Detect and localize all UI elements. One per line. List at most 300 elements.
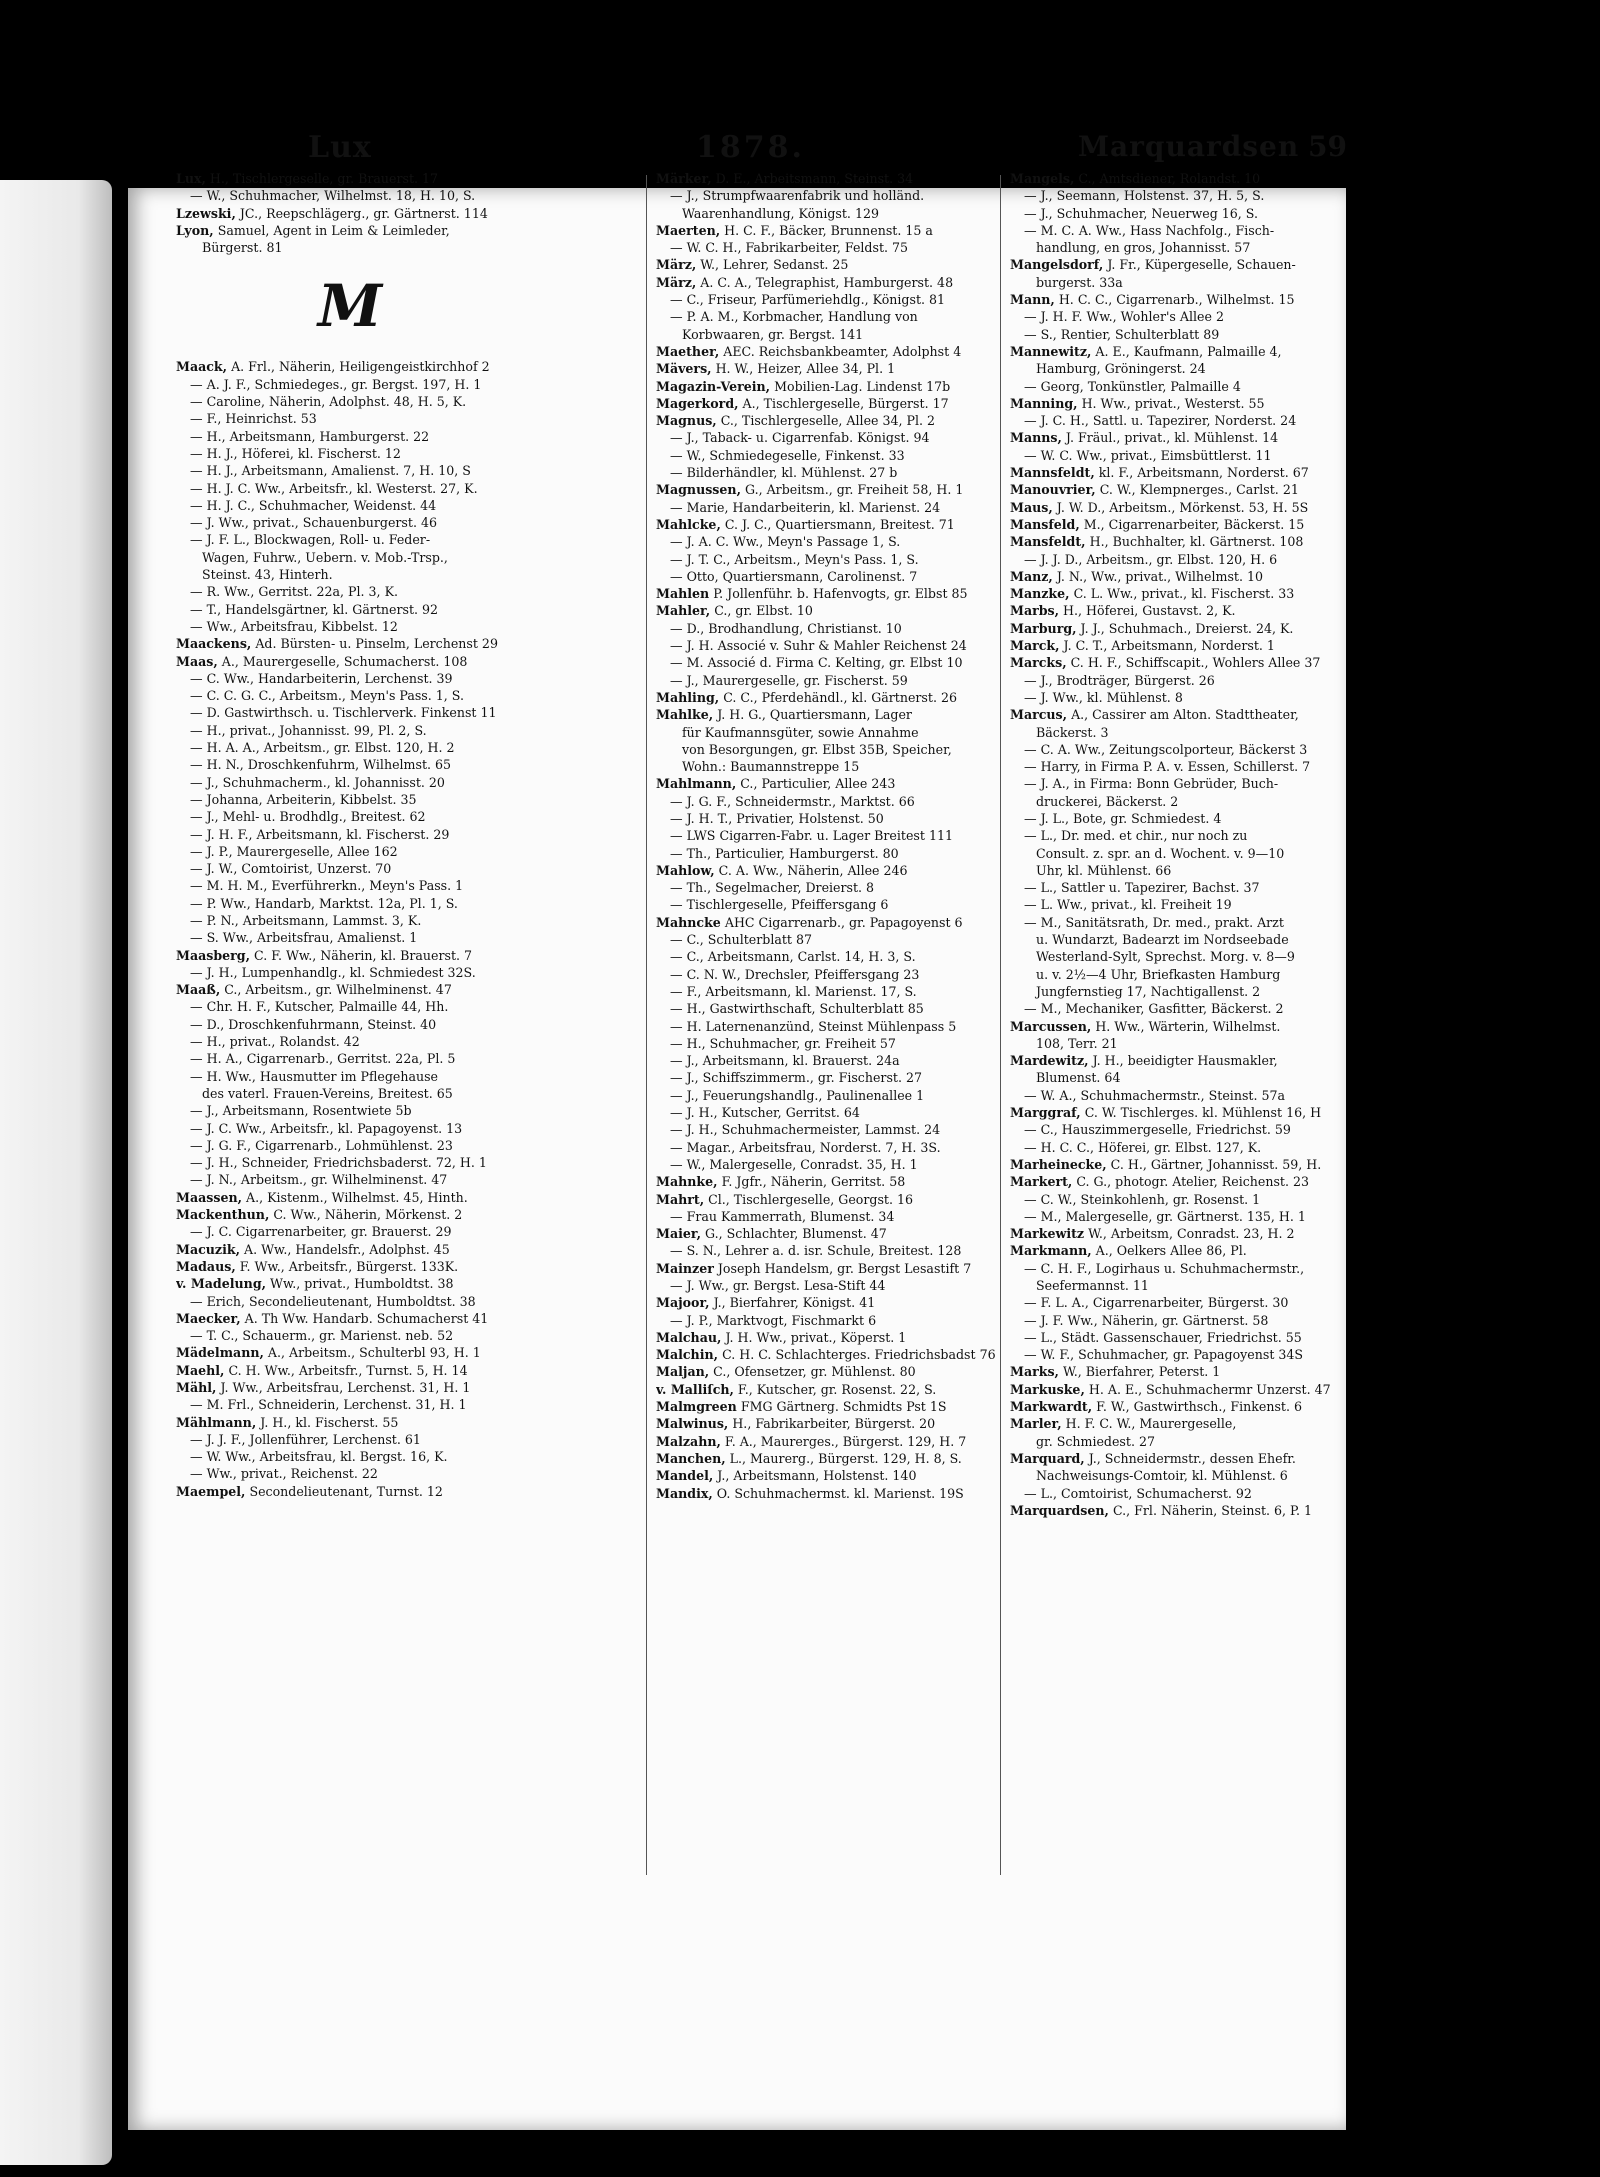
directory-entry — [1010, 827, 1358, 844]
entry-details: A. Frl., Näherin, Heiligengeistkirchhof 2 — [231, 359, 490, 375]
entry-details: H. C. F., Bäcker, Brunnenst. 15 a — [724, 222, 933, 238]
header-right-word: Marquardsen — [1078, 130, 1300, 163]
directory-entry — [176, 1120, 524, 1137]
entry-details: — M. Associé d. Firma C. Kelting, gr. Elbst 10 — [670, 655, 963, 671]
directory-entry — [176, 1189, 524, 1206]
entry-details: J. J., Schuhmach., Dreierst. 24, K. — [1080, 620, 1294, 636]
directory-entry — [656, 914, 1004, 931]
entry-surname: Marquard, — [1010, 1450, 1085, 1466]
entry-surname: Manchen, — [656, 1450, 726, 1466]
entry-surname: Marggraf, — [1010, 1105, 1081, 1121]
entry-surname: Maas, — [176, 653, 218, 669]
entry-details: D. E., Arbeitsmann, Steinst. 34 — [715, 171, 914, 186]
directory-entry — [176, 1258, 524, 1275]
directory-entry — [1010, 1069, 1358, 1086]
entry-details: J. H. G., Quartiersmann, Lager — [717, 707, 912, 723]
directory-entry — [656, 291, 1004, 308]
directory-entry — [176, 566, 524, 583]
entry-details: C., Ofensetzer, gr. Mühlenst. 80 — [713, 1364, 916, 1380]
directory-entry — [656, 862, 1004, 879]
directory-entry — [176, 722, 524, 739]
entry-details: L., Maurerg., Bürgerst. 129, H. 8, S. — [729, 1450, 962, 1466]
entry-details: JC., Reepschlägerg., gr. Gärtnerst. 114 — [239, 205, 488, 221]
directory-entry — [176, 1275, 524, 1292]
directory-entry — [656, 239, 1004, 256]
directory-entry — [656, 1121, 1004, 1138]
entry-details: C., gr. Elbst. 10 — [714, 603, 813, 619]
directory-entry — [656, 810, 1004, 827]
column-middle — [656, 170, 1004, 1885]
entry-details: P. Jollenführ. b. Hafenvogts, gr. Elbst 85 — [713, 586, 968, 602]
directory-entry — [1010, 654, 1358, 671]
entry-surname: Marcks, — [1010, 655, 1067, 671]
entry-details: — M. Frl., Schneiderin, Lerchenst. 31, H. 1 — [190, 1397, 467, 1413]
directory-entry — [176, 670, 524, 687]
entry-details: J. W. D., Arbeitsm., Mörkenst. 53, H. 5S — [1056, 499, 1309, 515]
directory-entry — [1010, 481, 1358, 498]
entry-details: von Besorgungen, gr. Elbst 35B, Speicher, — [682, 741, 952, 757]
directory-entry — [1010, 378, 1358, 395]
directory-entry — [656, 654, 1004, 671]
entry-details: — M. C. A. Ww., Hass Nachfolg., Fisch- — [1024, 222, 1275, 238]
entry-details: — J. C. H., Sattl. u. Tapezirer, Norderst. 24 — [1024, 413, 1297, 429]
directory-entry — [656, 1225, 1004, 1242]
directory-entry — [1010, 879, 1358, 896]
directory-entry — [176, 1102, 524, 1119]
directory-entry — [1010, 1087, 1358, 1104]
entry-surname: Mahling, — [656, 689, 720, 705]
entry-details: Mobilien-Lag. Lindenst 17b — [774, 378, 951, 394]
entry-surname: Mahncke — [656, 914, 721, 930]
entry-details: H. F. C. W., Maurergeselle, — [1065, 1416, 1237, 1432]
directory-entry — [656, 429, 1004, 446]
entry-surname: Magerkord, — [656, 395, 739, 411]
entry-surname: Mandix, — [656, 1485, 713, 1501]
directory-entry — [656, 1450, 1004, 1467]
directory-entry — [176, 583, 524, 600]
entry-details: J., Schneidermstr., dessen Ehefr. — [1088, 1450, 1296, 1466]
entry-details: C. H. F., Schiffscapit., Wohlers Allee 37 — [1070, 655, 1321, 671]
entry-details: Wagen, Fuhrw., Uebern. v. Mob.-Trsp., — [202, 549, 448, 565]
directory-entry — [1010, 395, 1358, 412]
directory-entry — [176, 445, 524, 462]
directory-entry — [176, 1016, 524, 1033]
entry-surname: Malmgreen — [656, 1399, 737, 1415]
directory-entry — [1010, 205, 1358, 222]
directory-entry — [176, 222, 524, 239]
entry-details: — J. Ww., kl. Mühlenst. 8 — [1024, 689, 1183, 705]
entry-surname: Mädelmann, — [176, 1345, 264, 1361]
directory-entry — [1010, 585, 1358, 602]
entry-surname: Maier, — [656, 1226, 702, 1242]
entry-details: — H. Ww., Hausmutter im Pflegehause — [190, 1068, 439, 1084]
directory-entry — [656, 326, 1004, 343]
entry-surname: Marheinecke, — [1010, 1156, 1107, 1172]
entry-surname: Mahlke, — [656, 707, 714, 723]
entry-details: — W. F., Schuhmacher, gr. Papagoyenst 34S — [1024, 1347, 1304, 1363]
entry-details: — J., Brodträger, Bürgerst. 26 — [1024, 672, 1215, 688]
entry-surname: Markmann, — [1010, 1243, 1092, 1259]
directory-entry — [176, 410, 524, 427]
entry-details: A., Cassirer am Alton. Stadttheater, — [1071, 707, 1299, 723]
entry-details: — L., Comtoirist, Schumacherst. 92 — [1024, 1485, 1252, 1501]
entry-surname: Manning, — [1010, 395, 1078, 411]
directory-entry — [1010, 1260, 1358, 1277]
header-left-word: Lux — [308, 130, 372, 165]
directory-entry — [1010, 464, 1358, 481]
entry-details: — J. H., Schuhmachermeister, Lammst. 24 — [670, 1122, 941, 1138]
entry-surname: Mannsfeldt, — [1010, 465, 1095, 481]
entry-surname: Maassen, — [176, 1189, 242, 1205]
directory-entry — [656, 983, 1004, 1000]
entry-details: — H. C. C., Höferei, gr. Elbst. 127, K. — [1024, 1139, 1262, 1155]
entry-surname: Magnussen, — [656, 482, 741, 498]
entry-surname: v. Malliſch, — [656, 1381, 734, 1397]
entry-details: — Ww., privat., Reichenst. 22 — [190, 1466, 378, 1482]
entry-details: — P. A. M., Korbmacher, Handlung von — [670, 309, 918, 325]
entry-details: — P. N., Arbeitsmann, Lammst. 3, K. — [190, 912, 422, 928]
directory-entry — [656, 464, 1004, 481]
entry-details: H. Ww., privat., Westerst. 55 — [1081, 395, 1265, 411]
entry-details: O. Schuhmachermst. kl. Marienst. 19S — [716, 1485, 964, 1501]
directory-entry — [176, 808, 524, 825]
directory-entry — [1010, 1312, 1358, 1329]
entry-details: — H., Arbeitsmann, Hamburgerst. 22 — [190, 428, 430, 444]
entry-details: — S., Rentier, Schulterblatt 89 — [1024, 326, 1220, 342]
entry-surname: Mahlmann, — [656, 776, 737, 792]
entry-details: — J., Schiffszimmerm., gr. Fischerst. 27 — [670, 1070, 923, 1086]
directory-entry — [1010, 343, 1358, 360]
page-number: 59 — [1308, 130, 1347, 163]
entry-details: — J. H., Lumpenhandlg., kl. Schmiedest 32S. — [190, 964, 476, 980]
entry-details: — W., Schmiedegeselle, Finkenst. 33 — [670, 447, 905, 463]
directory-entry — [176, 170, 524, 187]
directory-entry — [176, 947, 524, 964]
directory-entry — [176, 1171, 524, 1188]
entry-details: für Kaufmannsgüter, sowie Annahme — [682, 724, 919, 740]
directory-entry — [1010, 1121, 1358, 1138]
directory-entry — [1010, 758, 1358, 775]
directory-entry — [656, 1363, 1004, 1380]
directory-entry — [1010, 291, 1358, 308]
entry-details: — H. Laternenanzünd, Steinst Mühlenpass 5 — [670, 1018, 957, 1034]
directory-entry — [656, 1312, 1004, 1329]
directory-entry — [1010, 1381, 1358, 1398]
entry-surname: Mackenthun, — [176, 1207, 270, 1223]
directory-entry — [1010, 966, 1358, 983]
entry-details: — C. H. F., Logirhaus u. Schuhmachermstr., — [1024, 1260, 1305, 1276]
directory-entry — [656, 1433, 1004, 1450]
entry-details: C. J. C., Quartiersmann, Breitest. 71 — [724, 516, 955, 532]
entry-details: Joseph Handelsm, gr. Bergst Lesastift 7 — [717, 1260, 972, 1276]
directory-entry — [176, 1293, 524, 1310]
directory-entry — [1010, 706, 1358, 723]
directory-entry — [1010, 845, 1358, 862]
entry-details: H. Ww., Wärterin, Wilhelmst. — [1095, 1018, 1281, 1034]
entry-details: Bäckerst. 3 — [1036, 724, 1109, 740]
entry-details: — J. A. C. Ww., Meyn's Passage 1, S. — [670, 534, 901, 550]
entry-details: — M., Sanitätsrath, Dr. med., prakt. Arzt — [1024, 914, 1284, 930]
entry-surname: Mahrt, — [656, 1191, 705, 1207]
directory-entry — [1010, 896, 1358, 913]
directory-entry — [1010, 187, 1358, 204]
entry-details: C. A. Ww., Näherin, Allee 246 — [718, 862, 908, 878]
entry-details: — J., Arbeitsmann, kl. Brauerst. 24a — [670, 1053, 900, 1069]
entry-surname: Markewitz — [1010, 1226, 1085, 1242]
entry-details: Westerland-Sylt, Sprechst. Morg. v. 8—9 — [1036, 949, 1295, 965]
directory-entry — [656, 896, 1004, 913]
directory-entry — [176, 1033, 524, 1050]
directory-entry — [176, 531, 524, 548]
directory-entry — [1010, 308, 1358, 325]
directory-entry — [1010, 637, 1358, 654]
entry-details: G., Schlachter, Blumenst. 47 — [705, 1226, 887, 1242]
entry-details: — J. T. C., Arbeitsm., Meyn's Pass. 1, S. — [670, 551, 919, 567]
directory-entry — [1010, 1294, 1358, 1311]
entry-surname: Marks, — [1010, 1364, 1059, 1380]
entry-details: — H., privat., Rolandst. 42 — [190, 1034, 360, 1050]
directory-entry — [1010, 326, 1358, 343]
directory-entry — [656, 1398, 1004, 1415]
directory-entry — [176, 497, 524, 514]
entry-details: — H. J., Arbeitsmann, Amalienst. 7, H. 10, S — [190, 463, 471, 479]
directory-entry — [656, 1139, 1004, 1156]
directory-entry — [176, 981, 524, 998]
directory-entry — [176, 774, 524, 791]
entry-details: Seefermannst. 11 — [1036, 1278, 1149, 1293]
entry-surname: Maljan, — [656, 1364, 710, 1380]
entry-details: — J., Taback- u. Cigarrenfab. Königst. 94 — [670, 430, 930, 446]
entry-details: M., Cigarrenarbeiter, Bäckerst. 15 — [1083, 516, 1305, 532]
entry-details: Samuel, Agent in Leim & Leimleder, — [217, 222, 450, 238]
directory-entry — [176, 1431, 524, 1448]
entry-details: Ww., privat., Humboldtst. 38 — [270, 1276, 454, 1292]
entry-details: C. H., Gärtner, Johannisst. 59, H. — [1110, 1156, 1322, 1172]
entry-details: H. A. E., Schuhmachermr Unzerst. 47 — [1088, 1381, 1331, 1397]
entry-details: — J. J. D., Arbeitsm., gr. Elbst. 120, H. 6 — [1024, 551, 1278, 567]
directory-entry — [656, 827, 1004, 844]
entry-details: — C. Ww., Handarbeiterin, Lerchenst. 39 — [190, 670, 453, 686]
entry-details: — T., Handelsgärtner, kl. Gärtnerst. 92 — [190, 601, 439, 617]
directory-entry — [656, 1242, 1004, 1259]
entry-details: — J. H. T., Privatier, Holstenst. 50 — [670, 810, 884, 826]
entry-details: — H., Schuhmacher, gr. Freiheit 57 — [670, 1035, 896, 1051]
entry-details: H. C. C., Cigarrenarb., Wilhelmst. 15 — [1058, 292, 1295, 308]
directory-entry — [1010, 1052, 1358, 1069]
column-left — [176, 170, 524, 1885]
entry-surname: Markert, — [1010, 1174, 1073, 1190]
directory-entry — [176, 653, 524, 670]
entry-surname: Mahlow, — [656, 862, 715, 878]
directory-entry — [1010, 239, 1358, 256]
entry-details: J. C. T., Arbeitsmann, Norderst. 1 — [1063, 638, 1275, 654]
entry-details: — L. Ww., privat., kl. Freiheit 19 — [1024, 897, 1232, 913]
entry-details: — LWS Cigarren-Fabr. u. Lager Breitest 111 — [670, 828, 953, 844]
entry-surname: Mannewitz, — [1010, 343, 1092, 359]
entry-details: — L., Städt. Gassenschauer, Friedrichst. 55 — [1024, 1329, 1302, 1345]
entry-surname: Markwardt, — [1010, 1399, 1093, 1415]
entry-surname: Madaus, — [176, 1258, 236, 1274]
entry-details: C. H. C. Schlachterges. Friedrichsbadst 76 — [722, 1347, 996, 1363]
entry-surname: Mahler, — [656, 603, 711, 619]
running-head — [168, 130, 1347, 174]
directory-entry — [1010, 793, 1358, 810]
directory-entry — [656, 1346, 1004, 1363]
entry-surname: März, — [656, 274, 697, 290]
directory-entry — [656, 256, 1004, 273]
entry-details: — J. G. F., Schneidermstr., Marktst. 66 — [670, 793, 915, 809]
directory-entry — [1010, 1363, 1358, 1380]
column-right — [1010, 170, 1358, 1885]
entry-details: — J., Schuhmacher, Neuerweg 16, S. — [1024, 205, 1258, 221]
directory-entry — [1010, 1035, 1358, 1052]
entry-details: Korbwaaren, gr. Bergst. 141 — [682, 326, 864, 342]
directory-entry — [1010, 1191, 1358, 1208]
entry-details: — Georg, Tonkünstler, Palmaille 4 — [1024, 378, 1241, 394]
entry-details: — Chr. H. F., Kutscher, Palmaille 44, Hh. — [190, 999, 449, 1015]
entry-details: — H. A. A., Arbeitsm., gr. Elbst. 120, H. 2 — [190, 740, 455, 756]
directory-entry — [1010, 1467, 1358, 1484]
entry-details: u. Wundarzt, Badearzt im Nordseebade — [1036, 932, 1289, 948]
entry-details: — Otto, Quartiersmann, Carolinenst. 7 — [670, 568, 918, 584]
directory-entry — [176, 1344, 524, 1361]
directory-entry — [176, 480, 524, 497]
directory-entry — [176, 929, 524, 946]
entry-details: — Frau Kammerrath, Blumenst. 34 — [670, 1208, 895, 1224]
entry-details: H., Buchhalter, kl. Gärtnerst. 108 — [1089, 534, 1304, 550]
directory-entry — [176, 826, 524, 843]
directory-entry — [1010, 568, 1358, 585]
directory-entry — [176, 1206, 524, 1223]
entry-details: — C., Arbeitsmann, Carlst. 14, H. 3, S. — [670, 949, 916, 965]
entry-details: — F. L. A., Cigarrenarbeiter, Bürgerst. 30 — [1024, 1295, 1289, 1311]
directory-entry — [656, 948, 1004, 965]
directory-entry — [656, 378, 1004, 395]
directory-entry — [176, 912, 524, 929]
directory-entry — [176, 895, 524, 912]
directory-entry — [656, 879, 1004, 896]
entry-details: J., Arbeitsmann, Holstenst. 140 — [717, 1468, 917, 1484]
directory-entry — [1010, 1346, 1358, 1363]
directory-entry — [176, 1154, 524, 1171]
directory-entry — [176, 1362, 524, 1379]
entry-details: C. G., photogr. Atelier, Reichenst. 23 — [1076, 1174, 1310, 1190]
directory-entry — [656, 1277, 1004, 1294]
entry-details: — L., Sattler u. Tapezirer, Bachst. 37 — [1024, 880, 1260, 896]
entry-details: J. H. Ww., privat., Köperst. 1 — [725, 1329, 907, 1345]
entry-details: des vaterl. Frauen-Vereins, Breitest. 65 — [202, 1085, 453, 1101]
entry-surname: Maaß, — [176, 982, 221, 998]
directory-entry — [656, 602, 1004, 619]
directory-entry — [656, 170, 1004, 187]
entry-surname: Märker, — [656, 171, 712, 186]
entry-details: J. Fr., Küpergeselle, Schauen- — [1107, 257, 1296, 273]
entry-details: — J. C. Ww., Arbeitsfr., kl. Papagoyenst. 13 — [190, 1120, 463, 1136]
entry-surname: Mansfeld, — [1010, 516, 1080, 532]
directory-entry — [1010, 1415, 1358, 1432]
entry-surname: Mansfeldt, — [1010, 534, 1086, 550]
entry-details: F., Kutscher, gr. Rosenst. 22, S. — [737, 1381, 937, 1397]
entry-surname: Manzke, — [1010, 586, 1070, 602]
entry-details: — W., Malergeselle, Conradst. 35, H. 1 — [670, 1156, 918, 1172]
entry-details: J., Bierfahrer, Königst. 41 — [713, 1295, 876, 1311]
directory-entry — [656, 775, 1004, 792]
entry-surname: März, — [656, 257, 697, 273]
directory-entry — [1010, 1502, 1358, 1519]
entry-surname: Mävers, — [656, 361, 712, 377]
entry-surname: Mählmann, — [176, 1414, 257, 1430]
directory-entry — [176, 1310, 524, 1327]
entry-surname: Majoor, — [656, 1295, 710, 1311]
entry-details: — W. Ww., Arbeitsfrau, kl. Bergst. 16, K. — [190, 1449, 448, 1465]
entry-details: — Tischlergeselle, Pfeiffersgang 6 — [670, 897, 889, 913]
entry-surname: Maempel, — [176, 1483, 246, 1499]
directory-entry — [656, 516, 1004, 533]
directory-entry — [1010, 1173, 1358, 1190]
entry-details: Waarenhandlung, Königst. 129 — [682, 205, 879, 221]
entry-details: gr. Schmiedest. 27 — [1036, 1433, 1155, 1449]
entry-details: C., Particulier, Allee 243 — [740, 776, 896, 792]
directory-entry — [656, 1069, 1004, 1086]
entry-details: Cl., Tischlergeselle, Georgst. 16 — [708, 1191, 914, 1207]
entry-details: C., Frl. Näherin, Steinst. 6, P. 1 — [1112, 1502, 1312, 1518]
entry-details: H., Tischlergeselle, gr. Brauerst. 17 — [209, 171, 439, 186]
directory-entry — [656, 620, 1004, 637]
entry-details: H., Fabrikarbeiter, Bürgerst. 20 — [732, 1416, 936, 1432]
entry-surname: Mandel, — [656, 1468, 714, 1484]
entry-details: — H. A., Cigarrenarb., Gerritst. 22a, Pl. 5 — [190, 1051, 456, 1067]
directory-entry — [656, 1087, 1004, 1104]
entry-surname: Lux, — [176, 171, 206, 186]
entry-details: — J. H., Schneider, Friedrichsbaderst. 72, H. 1 — [190, 1155, 487, 1171]
entry-details: handlung, en gros, Johannisst. 57 — [1036, 240, 1251, 256]
directory-entry — [1010, 1398, 1358, 1415]
directory-entry — [656, 412, 1004, 429]
entry-details: — J. G. F., Cigarrenarb., Lohmühlenst. 23 — [190, 1137, 453, 1153]
entry-surname: Mangels, — [1010, 171, 1075, 186]
entry-details: H., Höferei, Gustavst. 2, K. — [1063, 603, 1236, 619]
entry-details: F. W., Gastwirthsch., Finkenst. 6 — [1096, 1399, 1303, 1415]
entry-details: — Th., Particulier, Hamburgerst. 80 — [670, 845, 899, 861]
directory-entry — [1010, 551, 1358, 568]
entry-details: — J., Seemann, Holstenst. 37, H. 5, S. — [1024, 188, 1265, 204]
directory-entry — [656, 1035, 1004, 1052]
directory-entry — [656, 1000, 1004, 1017]
entry-details: — D. Gastwirthsch. u. Tischlerverk. Finkenst 11 — [190, 705, 497, 721]
entry-details: C. W., Klempnerges., Carlst. 21 — [1099, 482, 1299, 498]
directory-entry — [1010, 1104, 1358, 1121]
entry-details: — L., Dr. med. et chir., nur noch zu — [1024, 828, 1248, 844]
entry-details: — Caroline, Näherin, Adolphst. 48, H. 5, K. — [190, 394, 467, 410]
directory-entry — [176, 756, 524, 773]
entry-details: — H., privat., Johannisst. 99, Pl. 2, S. — [190, 722, 427, 738]
entry-details: — M., Malergeselle, gr. Gärtnerst. 135, H. 1 — [1024, 1208, 1306, 1224]
entry-surname: Marler, — [1010, 1416, 1062, 1432]
directory-entry — [656, 1104, 1004, 1121]
directory-entry — [176, 205, 524, 222]
directory-entry — [656, 222, 1004, 239]
directory-entry — [656, 205, 1004, 222]
entry-details: — J. H. F., Arbeitsmann, kl. Fischerst. 29 — [190, 826, 450, 842]
directory-entry — [656, 274, 1004, 291]
directory-entry — [176, 239, 524, 256]
entry-details: druckerei, Bäckerst. 2 — [1036, 793, 1179, 809]
directory-entry — [176, 1068, 524, 1085]
entry-surname: Marcus, — [1010, 707, 1068, 723]
entry-details: F. Ww., Arbeitsfr., Bürgerst. 133K. — [239, 1258, 459, 1274]
entry-surname: Maus, — [1010, 499, 1053, 515]
entry-surname: Maasberg, — [176, 947, 250, 963]
